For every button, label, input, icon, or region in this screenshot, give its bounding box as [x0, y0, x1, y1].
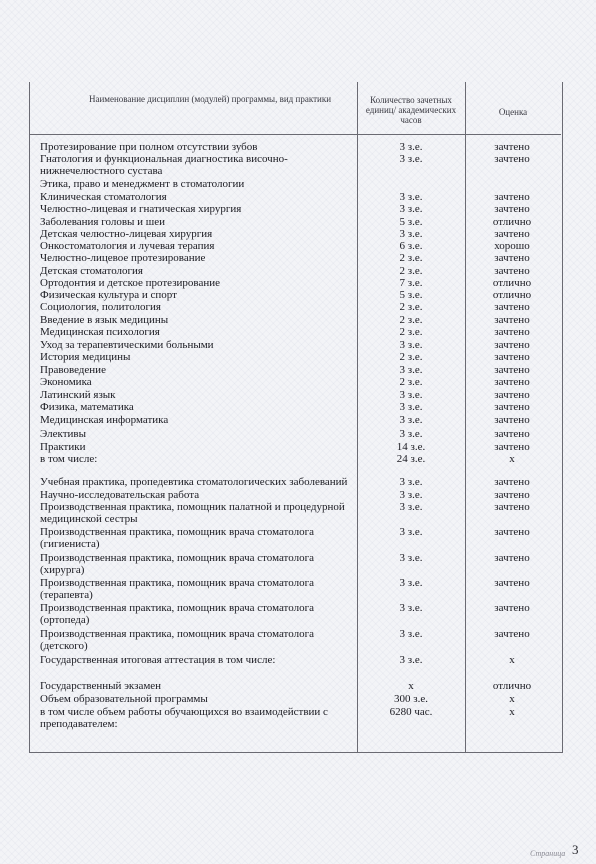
- discipline-credits: 3 з.е.: [399, 428, 423, 440]
- discipline-credits: 3 з.е.: [399, 654, 423, 666]
- discipline-name: Правоведение: [40, 364, 106, 376]
- page-label: Страница: [530, 849, 566, 858]
- discipline-name: Детская стоматология: [40, 265, 143, 277]
- discipline-credits: 3 з.е.: [399, 339, 423, 351]
- discipline-grade: x: [509, 654, 515, 666]
- discipline-credits: 3 з.е.: [399, 153, 423, 165]
- discipline-name: Протезирование при полном отсутствии зубов: [40, 141, 258, 153]
- discipline-name: Научно-исследовательская работа: [40, 489, 200, 501]
- discipline-grade: зачтено: [494, 326, 530, 338]
- header-grade: Оценка: [498, 107, 528, 117]
- discipline-name: Онкостоматология и лучевая терапия: [40, 240, 215, 252]
- discipline-name: Производственная практика, помощник врача стоматолога (детского): [40, 628, 314, 652]
- discipline-grade: зачтено: [494, 376, 530, 388]
- discipline-name: Челюстно-лицевая и гнатическая хирургия: [40, 203, 242, 215]
- discipline-name: Латинский язык: [40, 389, 116, 401]
- discipline-grade: зачтено: [494, 441, 530, 453]
- discipline-grade: x: [509, 706, 515, 718]
- discipline-name: Практики: [40, 441, 86, 453]
- discipline-grade: зачтено: [494, 252, 530, 264]
- discipline-name: в том числе объем работы обучающихся во взаимодействии с преподавателем:: [40, 706, 328, 730]
- discipline-name: Производственная практика, помощник врача стоматолога (ортопеда): [40, 602, 314, 626]
- discipline-credits: 2 з.е.: [399, 314, 423, 326]
- discipline-name: Производственная практика, помощник врача стоматолога (терапевта): [40, 577, 314, 601]
- discipline-credits: 2 з.е.: [399, 301, 423, 313]
- discipline-name: Физика, математика: [40, 401, 134, 413]
- discipline-grade: отлично: [492, 289, 532, 301]
- discipline-grade: зачтено: [494, 577, 530, 589]
- discipline-name: Экономика: [40, 376, 92, 388]
- discipline-name: Социология, политология: [40, 301, 161, 313]
- discipline-grade: x: [509, 453, 515, 465]
- discipline-credits: 3 з.е.: [399, 414, 423, 426]
- discipline-grade: зачтено: [494, 141, 530, 153]
- discipline-name: Детская челюстно-лицевая хирургия: [40, 228, 213, 240]
- discipline-grade: зачтено: [494, 351, 530, 363]
- discipline-grade: зачтено: [494, 153, 530, 165]
- discipline-grade: зачтено: [494, 602, 530, 614]
- discipline-credits: 3 з.е.: [399, 577, 423, 589]
- discipline-credits: 3 з.е.: [399, 191, 423, 203]
- discipline-name: Производственная практика, помощник врача стоматолога (гигиениста): [40, 526, 314, 550]
- discipline-credits: 3 з.е.: [399, 602, 423, 614]
- page-number: 3: [572, 842, 579, 857]
- discipline-credits: 3 з.е.: [399, 501, 423, 513]
- discipline-credits: 3 з.е.: [399, 489, 423, 501]
- discipline-name: Медицинская психология: [40, 326, 160, 338]
- discipline-name: Элективы: [40, 428, 86, 440]
- discipline-name: Заболевания головы и шеи: [40, 216, 166, 228]
- discipline-name: Производственная практика, помощник палатной и процедурной медицинской сестры: [40, 501, 345, 525]
- discipline-grade: зачтено: [494, 191, 530, 203]
- discipline-grade: x: [509, 693, 515, 705]
- discipline-name: История медицины: [40, 351, 131, 363]
- discipline-grade: хорошо: [494, 240, 530, 252]
- discipline-name: в том числе:: [40, 453, 98, 465]
- discipline-name: Учебная практика, пропедевтика стоматологических заболеваний: [40, 476, 348, 488]
- discipline-credits: 3 з.е.: [399, 526, 423, 538]
- discipline-credits: 24 з.е.: [396, 453, 426, 465]
- discipline-credits: 7 з.е.: [399, 277, 423, 289]
- discipline-grade: зачтено: [494, 228, 530, 240]
- discipline-credits: 300 з.е.: [394, 693, 428, 705]
- discipline-grade: зачтено: [494, 628, 530, 640]
- discipline-grade: отлично: [492, 680, 532, 692]
- discipline-grade: зачтено: [494, 526, 530, 538]
- discipline-credits: 3 з.е.: [399, 476, 423, 488]
- discipline-credits: 2 з.е.: [399, 351, 423, 363]
- discipline-name: Объем образовательной программы: [40, 693, 208, 705]
- discipline-grade: зачтено: [494, 265, 530, 277]
- discipline-grade: зачтено: [494, 489, 530, 501]
- discipline-credits: 5 з.е.: [399, 289, 423, 301]
- discipline-grade: зачтено: [494, 339, 530, 351]
- discipline-grade: зачтено: [494, 301, 530, 313]
- discipline-name: Государственный экзамен: [40, 680, 162, 692]
- discipline-name: Государственная итоговая аттестация в том числе:: [40, 654, 276, 666]
- discipline-credits: 3 з.е.: [399, 552, 423, 564]
- header-credits: Количество зачетных единиц/ академических часов: [365, 95, 457, 125]
- discipline-grade: зачтено: [494, 203, 530, 215]
- discipline-name: Производственная практика, помощник врача стоматолога (хирурга): [40, 552, 314, 576]
- discipline-credits: 2 з.е.: [399, 252, 423, 264]
- discipline-grade: зачтено: [494, 428, 530, 440]
- discipline-name: Медицинская информатика: [40, 414, 169, 426]
- discipline-grade: отлично: [492, 216, 532, 228]
- discipline-grade: зачтено: [494, 364, 530, 376]
- discipline-credits: 3 з.е.: [399, 401, 423, 413]
- discipline-name: Гнатология и функциональная диагностика височно- нижнечелюстного сустава: [40, 153, 288, 177]
- discipline-name: Этика, право и менеджмент в стоматологии: [40, 178, 245, 190]
- discipline-name: Физическая культура и спорт: [40, 289, 177, 301]
- discipline-grade: отлично: [492, 277, 532, 289]
- discipline-grade: зачтено: [494, 401, 530, 413]
- discipline-credits: 3 з.е.: [399, 203, 423, 215]
- discipline-credits: 3 з.е.: [399, 628, 423, 640]
- discipline-credits: 5 з.е.: [399, 216, 423, 228]
- discipline-credits: 6 з.е.: [399, 240, 423, 252]
- discipline-credits: x: [408, 680, 414, 692]
- discipline-grade: зачтено: [494, 476, 530, 488]
- discipline-grade: зачтено: [494, 414, 530, 426]
- discipline-credits: 14 з.е.: [396, 441, 426, 453]
- discipline-credits: 2 з.е.: [399, 376, 423, 388]
- discipline-grade: зачтено: [494, 314, 530, 326]
- discipline-credits: 3 з.е.: [399, 364, 423, 376]
- discipline-grade: зачтено: [494, 389, 530, 401]
- discipline-grade: зачтено: [494, 552, 530, 564]
- discipline-credits: 3 з.е.: [399, 228, 423, 240]
- discipline-credits: 3 з.е.: [399, 389, 423, 401]
- header-discipline-name: Наименование дисциплин (модулей) программы, вид практики: [88, 94, 332, 104]
- discipline-name: Челюстно-лицевое протезирование: [40, 252, 206, 264]
- discipline-name: Введение в язык медицины: [40, 314, 169, 326]
- discipline-credits: 6280 час.: [389, 706, 433, 718]
- discipline-name: Уход за терапевтическими больными: [40, 339, 214, 351]
- discipline-name: Ортодонтия и детское протезирование: [40, 277, 221, 289]
- discipline-name: Клиническая стоматология: [40, 191, 167, 203]
- discipline-credits: 3 з.е.: [399, 141, 423, 153]
- discipline-credits: 2 з.е.: [399, 326, 423, 338]
- discipline-credits: 2 з.е.: [399, 265, 423, 277]
- discipline-grade: зачтено: [494, 501, 530, 513]
